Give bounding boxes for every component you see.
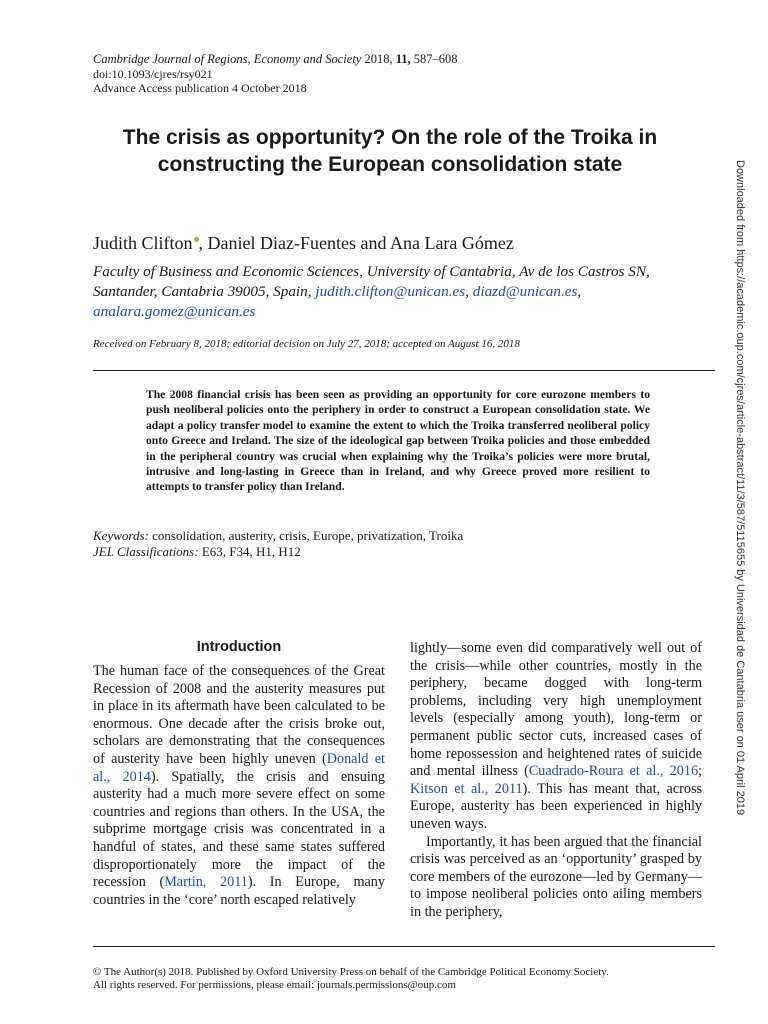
jel-value: E63, F34, H1, H12 [201, 544, 301, 559]
body-column-left [93, 663, 385, 909]
journal-name: Cambridge Journal of Regions, Economy and Society [93, 52, 362, 66]
keywords-value: consolidation, austerity, crisis, Europe, privatization, Troika [152, 528, 464, 543]
advance-access: Advance Access publication 4 October 2018 [93, 81, 307, 95]
paragraph: Importantly, it has been argued that the financial crisis was perceived as an ‘opportunity’ grasped by core members of the eurozone—led by Germany—to impose neoliberal policies onto ailing members in the periphery, [410, 833, 702, 920]
email-link-gomez[interactable]: analara.gomez@unican.es [93, 303, 256, 320]
doi[interactable]: doi:10.1093/cjres/rsy021 [93, 67, 213, 81]
paragraph [410, 640, 702, 834]
jel-classifications [93, 544, 301, 560]
received-dates: Received on February 8, 2018; editorial decision on July 27, 2018; accepted on August 16, 2018 [93, 338, 520, 350]
copyright-line: © The Author(s) 2018. Published by Oxford University Press on behalf of the Cambridge Political Economy Society. [93, 966, 609, 978]
text-run: ). In Europe, many countries in the ‘core’ north escaped relatively [93, 874, 385, 908]
text-run: lightly—some even did comparatively well out of the crisis—while other countries, mostly in the periphery, became dogged with long-term problems, including very high unemployment levels (especially among youth), long-term or permanent public sector cuts, increased cases of home repossession and heightened rates of suicide and mental illness ( [410, 640, 702, 780]
author-clifton: Judith Clifton [93, 233, 193, 253]
email-link-diaz[interactable]: diazd@unican.es [472, 283, 578, 300]
permissions-line: All rights reserved. For permissions, please email: journals.permissions@oup.com [93, 979, 456, 991]
citation-link[interactable]: Martin, 2011 [164, 874, 248, 891]
journal-pages: 587–608 [413, 52, 458, 66]
jel-label: JEL Classifications: [93, 544, 199, 559]
email-link-clifton[interactable]: judith.clifton@unican.es [315, 283, 466, 300]
body-column-right [410, 640, 702, 922]
abstract: The 2008 financial crisis has been seen as providing an opportunity for core eurozone members to push neoliberal policies onto the periphery in order to construct a European consolidation state. We adapt a policy transfer model to examine the extent to which the Troika transferred neoliberal policy onto Greece and Ireland. The size of the ideological gap between Troika policies and those embedded in the peripheral country was crucial when explaining why the Troika’s policies were more brutal, intrusive and long-lasting in Greece than in Ireland, and why Greece proved more resilient to attempts to transfer policy than Ireland. [146, 388, 650, 494]
keywords-label: Keywords: [93, 528, 149, 543]
section-title-introduction: Introduction [196, 639, 282, 655]
affiliation: Faculty of Business and Economic Sciences, University of Cantabria, Av de los Castros SN, Santander, Cantabria 39005, Spain, judith.clifton@unican.es, diazd@unican.es, analara.gomez@unican.es [93, 263, 650, 320]
download-watermark: Downloaded from https://academic.oup.com/cjres/article-abstract/11/3/587/5115655 by Universidad de Cantabria user on 01 April 2019 [734, 160, 746, 816]
keywords [93, 528, 463, 544]
citation-link[interactable]: Kitson et al., 2011 [410, 780, 523, 797]
divider-footer [93, 946, 715, 947]
copyright-notice [93, 966, 715, 992]
journal-citation [93, 52, 458, 67]
author-others: , Daniel Diaz-Fuentes and Ana Lara Gómez [198, 233, 514, 253]
paragraph [93, 663, 385, 909]
divider-top [93, 370, 715, 371]
text-run: ; [698, 763, 702, 780]
journal-volume: 11, [395, 52, 411, 66]
text-run: The human face of the consequences of the Great Recession of 2008 and the austerity measures put in place in its aftermath have been calculated to be enormous. One decade after the crisis broke out, scholars are demonstrating that the consequences of austerity have been highly uneven ( [93, 663, 385, 767]
text-run: ). Spatially, the crisis and ensuing austerity had a much more severe effect on some countries and regions than others. In the USA, the subprime mortgage crisis was concentrated in a handful of states, and these same states suffered disproportionately more the impact of the recession ( [93, 768, 385, 891]
citation-link[interactable]: Donald et al., 2014 [93, 750, 385, 785]
author-list [93, 232, 514, 254]
journal-year: 2018, [364, 52, 393, 66]
affiliation-text: Faculty of Business and Economic Sciences, University of Cantabria, Av de los Castros SN, Santander, Cantabria 39005, Spain, [93, 263, 650, 300]
text-run: ). This has meant that, across Europe, austerity has been experienced in highly uneven ways. [410, 780, 702, 832]
citation-link[interactable]: Cuadrado-Roura et al., 2016 [528, 763, 699, 780]
article-title: The crisis as opportunity? On the role of the Troika in constructing the European consolidation state [122, 126, 658, 176]
